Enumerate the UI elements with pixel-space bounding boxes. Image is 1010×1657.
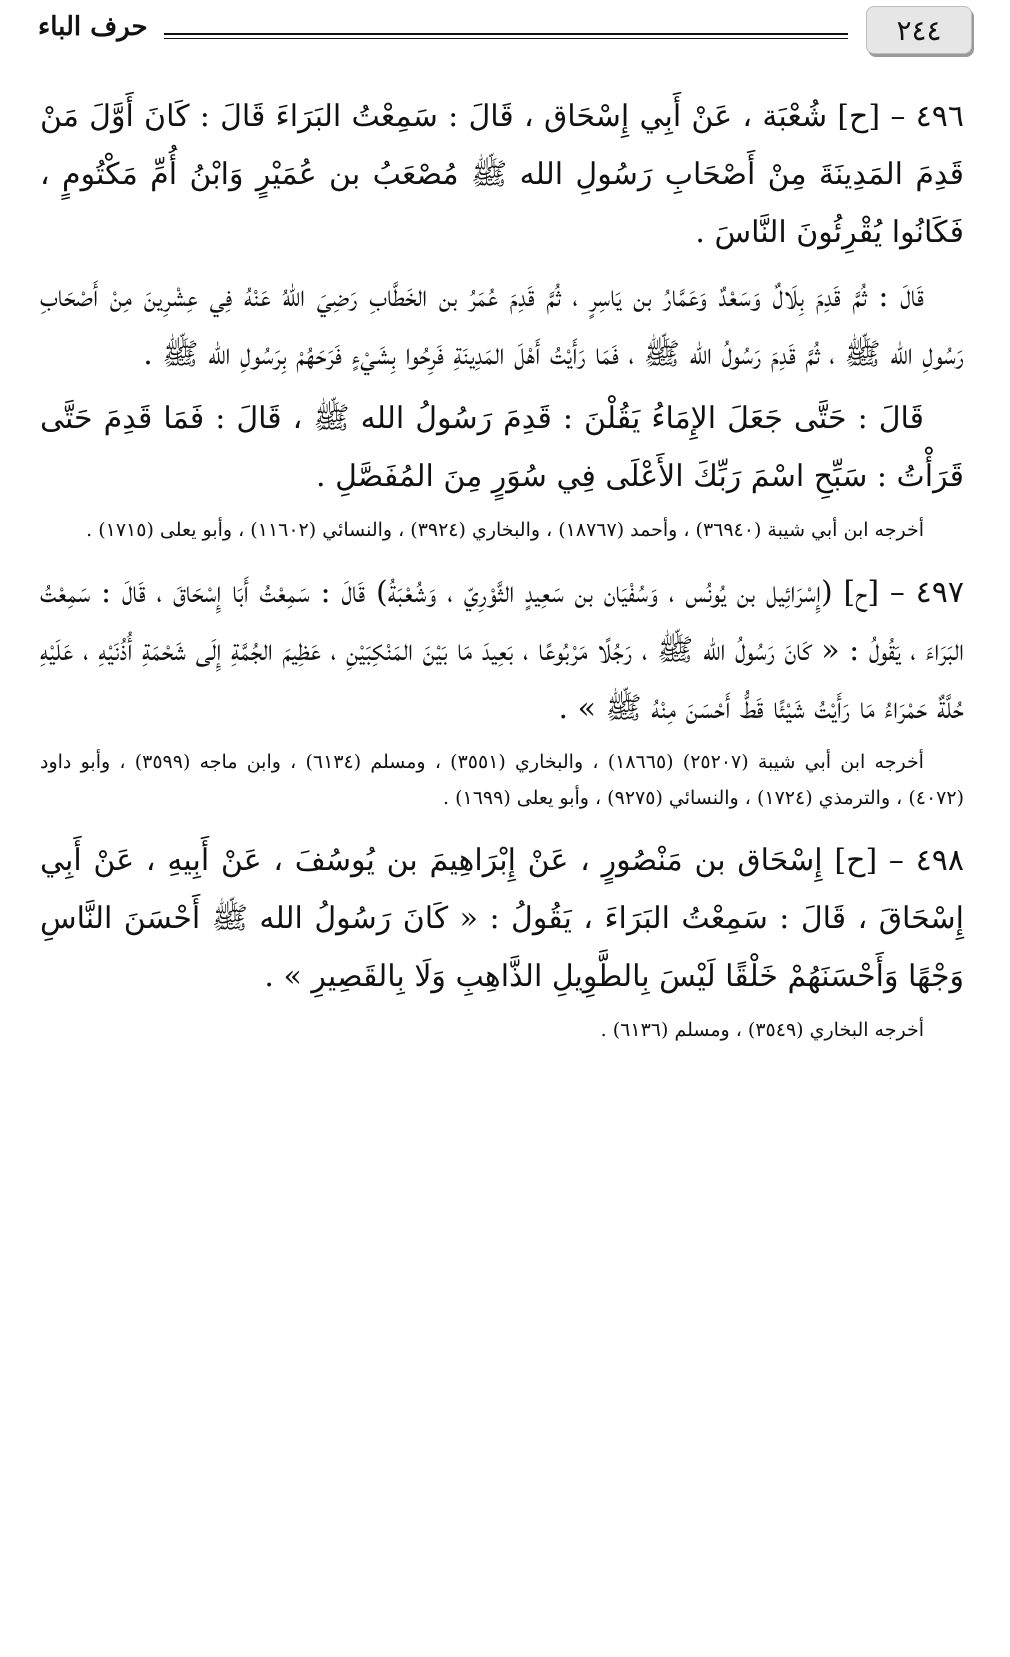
chapter-title: حرف الباء bbox=[38, 12, 148, 42]
hadith-paragraph: قَالَ : حَتَّى جَعَلَ الإِمَاءُ يَقُلْنَ : قَدِمَ رَسُولُ الله ﷺ ، قَالَ : فَمَا قَدِمَ حَتَّى قَرَأْتُ : سَبِّحِ اسْمَ رَبِّكَ الأَعْلَى فِي سُوَرٍ مِنَ المُفَصَّلِ . bbox=[40, 401, 964, 494]
hadith-number: ٤٩٦ bbox=[915, 99, 964, 134]
hadith-497 bbox=[40, 564, 964, 738]
hadith-text: – [ح] (إِسْرَائِيل بن يُونُس ، وَسُفْيَان بن سَعِيدٍ الثَّوْرِيّ ، وَشُعْبَةُ) قَالَ : سَمِعْتُ أَبَا إِسْحَاقَ ، قَالَ : سَمِعْتُ البَرَاءَ ، يَقُولُ : « كَانَ رَسُولُ الله ﷺ ، رَجُلًا مَرْبُوعًا ، بَعِيدَ مَا بَيْنَ المَنْكِبَيْنِ ، عَظِيمَ الجُمَّةِ إِلَى شَحْمَةِ أُذُنَيْهِ ، عَلَيْهِ حُلَّةٌ حَمْرَاءُ مَا رَأَيْتُ شَيْئًا قَطُّ أَحْسَنَ مِنْهُ ﷺ » . bbox=[40, 575, 964, 726]
page-header bbox=[24, 6, 986, 66]
hadith-text: – [ح] إِسْحَاق بن مَنْصُورٍ ، عَنْ إِبْرَاهِيمَ بن يُوسُفَ ، عَنْ أَبِيهِ ، عَنْ أَبِي إِسْحَاقَ ، قَالَ : سَمِعْتُ البَرَاءَ ، يَقُولُ : « كَانَ رَسُولُ الله ﷺ أَحْسَنَ النَّاسِ وَجْهًا وَأَحْسَنَهُمْ خَلْقًا لَيْسَ بِالطَّوِيلِ الذَّاهِبِ وَلَا بِالقَصِيرِ » . bbox=[40, 843, 964, 994]
hadith-paragraph: قَالَ : ثُمَّ قَدِمَ بِلَالٌ وَسَعْدٌ وَعَمَّارُ بن يَاسِرٍ ، ثُمَّ قَدِمَ عُمَرُ بن الخَطَّابِ رَضِيَ اللهُ عَنْهُ فِي عِشْرِينَ مِنْ أَصْحَابِ رَسُولِ الله ﷺ ، ثُمَّ قَدِمَ رَسُولُ الله ﷺ ، فَمَا رَأَيْتُ أَهْلَ المَدِينَةِ فَرِحُوا بِشَيْءٍ فَرَحَهُمْ بِرَسُولِ الله ﷺ . bbox=[40, 279, 964, 372]
page-number-badge bbox=[866, 6, 972, 54]
page-body bbox=[40, 88, 964, 1064]
takhrij-note: أخرجه ابن أبي شيبة (٣٦٩٤٠) ، وأحمد (١٨٧٦٧) ، والبخاري (٣٩٢٤) ، والنسائي (١١٦٠٢) ، وأبو يعلى (١٧١٥) . bbox=[86, 519, 924, 541]
page-number: ٢٤٤ bbox=[896, 13, 942, 47]
hadith-496 bbox=[40, 88, 964, 262]
hadith-number: ٤٩٧ bbox=[915, 575, 964, 610]
hadith-text: – [ح] شُعْبَة ، عَنْ أَبِي إِسْحَاق ، قَالَ : سَمِعْتُ البَرَاءَ قَالَ : كَانَ أَوَّلَ مَنْ قَدِمَ المَدِينَةَ مِنْ أَصْحَابِ رَسُولِ الله ﷺ مُصْعَبُ بن عُمَيْرٍ وَابْنُ أُمِّ مَكْتُومٍ ، فَكَانُوا يُقْرِئُونَ النَّاسَ . bbox=[40, 99, 964, 250]
header-rule bbox=[164, 33, 848, 39]
takhrij-note: أخرجه ابن أبي شيبة (٢٥٢٠٧) (١٨٦٦٥) ، والبخاري (٣٥٥١) ، ومسلم (٦١٣٤) ، وابن ماجه (٣٥٩٩) ، وأبو داود (٤٠٧٢) ، والترمذي (١٧٢٤) ، والنسائي (٩٢٧٥) ، وأبو يعلى (١٦٩٩) . bbox=[40, 751, 964, 809]
hadith-498 bbox=[40, 832, 964, 1006]
hadith-number: ٤٩٨ bbox=[915, 843, 964, 878]
takhrij-note: أخرجه البخاري (٣٥٤٩) ، ومسلم (٦١٣٦) . bbox=[600, 1019, 924, 1041]
